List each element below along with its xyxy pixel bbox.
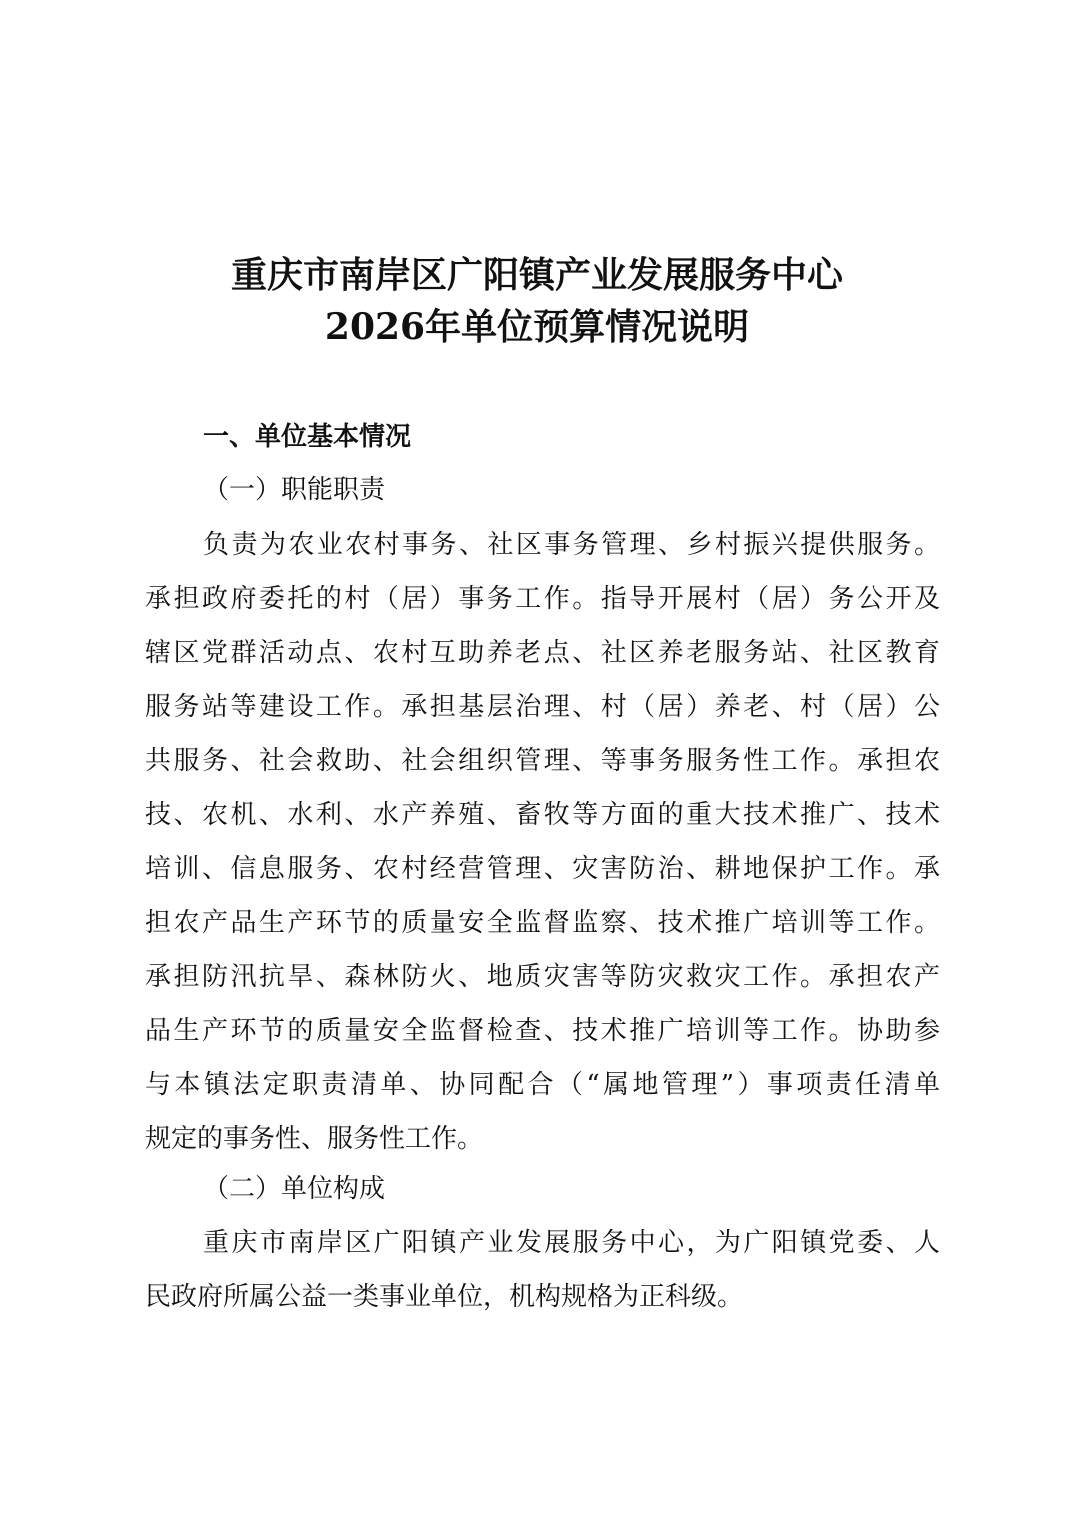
paragraph-line: 服务站等建设工作。承担基层治理、村（居）养老、村（居）公 [145,692,940,722]
paragraph-line: 品生产环节的质量安全监督检查、技术推广培训等工作。协助参 [145,1016,940,1046]
paragraph-line: 担农产品生产环节的质量安全监督监察、技术推广培训等工作。 [145,908,940,938]
paragraph-line: 共服务、社会救助、社会组织管理、等事务服务性工作。承担农 [145,746,940,776]
paragraph-line: 承担政府委托的村（居）事务工作。指导开展村（居）务公开及 [145,584,940,614]
paragraph-line: 负责为农业农村事务、社区事务管理、乡村振兴提供服务。 [203,530,940,560]
section-heading: 一、单位基本情况 [203,422,412,452]
paragraph-line: 辖区党群活动点、农村互助养老点、社区养老服务站、社区教育 [145,638,940,668]
subsection-heading-duties: （一）职能职责 [203,475,386,505]
subsection-heading-composition: （二）单位构成 [203,1174,386,1204]
paragraph-line: 规定的事务性、服务性工作。 [145,1124,484,1154]
paragraph-line: 重庆市南岸区广阳镇产业发展服务中心，为广阳镇党委、人 [203,1228,940,1258]
document-title-line1: 重庆市南岸区广阳镇产业发展服务中心 [230,254,843,296]
paragraph-line: 培训、信息服务、农村经营管理、灾害防治、耕地保护工作。承 [145,854,940,884]
paragraph-line: 承担防汛抗旱、森林防火、地质灾害等防灾救灾工作。承担农产 [145,962,940,992]
paragraph-line: 民政府所属公益一类事业单位，机构规格为正科级。 [145,1282,744,1312]
paragraph-line: 技、农机、水利、水产养殖、畜牧等方面的重大技术推广、技术 [145,800,940,830]
document-title-line2: 2026年单位预算情况说明 [324,306,750,348]
paragraph-line: 与本镇法定职责清单、协同配合（“属地管理”）事项责任清单 [145,1070,940,1100]
